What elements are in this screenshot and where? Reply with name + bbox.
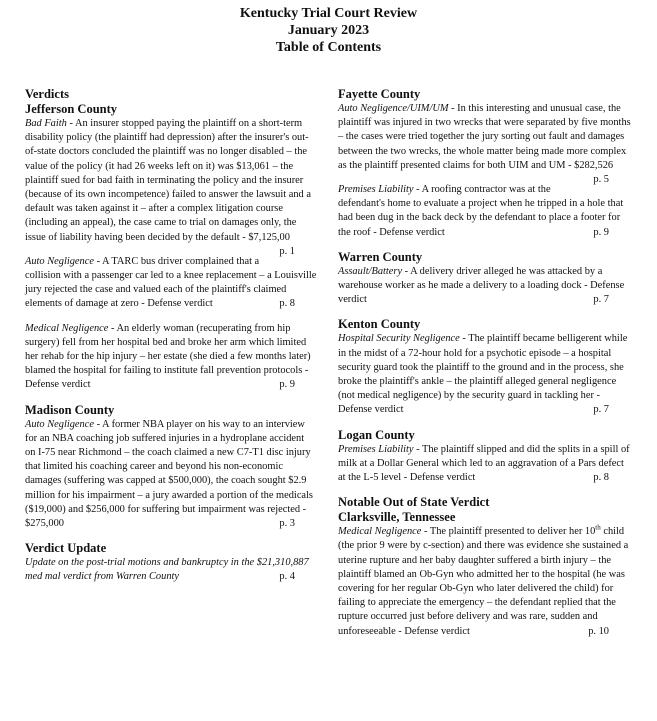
county-heading-kenton: Kenton County xyxy=(338,317,421,332)
county-heading-logan: Logan County xyxy=(338,427,415,442)
case-category: Auto Negligence xyxy=(25,255,94,267)
toc-entry-jefferson-auto[interactable] xyxy=(25,255,317,312)
location-heading-clarksville: Clarksville, Tennessee xyxy=(338,510,456,525)
county-heading-fayette: Fayette County xyxy=(338,87,421,101)
section-heading-verdicts: Verdicts xyxy=(25,87,69,101)
case-summary: - In this interesting and unusual case, the plaintiff was injured in two wrecks that were separated by five months – the cases were tried together the jury sorting out fault and damages between the two wrecks, the whole matter being made more complex as the plaintiff presented claims for both UIM and UM - $282,526 xyxy=(338,103,631,171)
county-heading-jefferson: Jefferson County xyxy=(25,102,118,116)
case-category: Auto Negligence xyxy=(25,418,94,430)
county-heading-warren: Warren County xyxy=(338,249,423,264)
toc-entry-fayette-auto[interactable] xyxy=(338,102,631,186)
left-column xyxy=(25,87,317,585)
case-category: Premises Liability xyxy=(338,184,414,196)
toc-entry-jefferson-medical[interactable] xyxy=(25,322,317,393)
page-ref: p. 4 xyxy=(279,571,295,583)
page-ref: p. 7 xyxy=(593,404,609,416)
page-ref: p. 3 xyxy=(279,518,295,530)
section-heading-out-of-state: Notable Out of State Verdict xyxy=(338,495,490,510)
right-column xyxy=(338,87,631,639)
case-category: Medical Negligence xyxy=(338,526,422,538)
case-summary: - The plaintiff slipped and did the splits in a spill of milk at a Dollar General which led to an aggravation of a Pars defect at the L-5 level - Defense verdict xyxy=(338,443,630,484)
page-ref: p. 8 xyxy=(593,472,609,484)
page-ref: p. 9 xyxy=(593,226,609,238)
case-summary: - A roofing contractor was at the defendant's home to evaluate a project when he tripped in a hole that had been dug in the back deck by the defendant to place a footer for the roof - Defense verdict xyxy=(338,184,624,238)
case-summary-part1: - The plaintiff presented to deliver her 10 xyxy=(421,526,596,538)
toc-entry-kenton-security[interactable] xyxy=(338,332,631,417)
page-ref: p. 1 xyxy=(279,245,295,257)
toc-entry-clarksville-medical[interactable] xyxy=(338,525,631,639)
toc-title: Table of Contents xyxy=(275,40,382,55)
toc-entry-madison-auto[interactable] xyxy=(25,418,317,532)
case-summary-part2: child (the prior 9 were by c-section) and there was evidence she sustained a uterine rupture and her baby daughter suffered a birth injury – the plaintiff blamed an Ob-Gyn who admitted her to the hospital (he was covering for her regular Ob-Gyn who later delivered the child) for failing to appreciate the emergency – the defendant replied that the rupture occurred just before delivery and was rare, sudden and unforeseeable - Defense verdict xyxy=(338,526,629,637)
toc-entry-warren-assault[interactable] xyxy=(338,265,631,308)
toc-entry-logan-premises[interactable] xyxy=(338,443,631,486)
page-ref: p. 7 xyxy=(593,294,609,306)
case-summary: - A TARC bus driver complained that a collision with a passenger car led to a knee replacement – a Louisville jury rejected the case and valued each of the plaintiff's claimed elements of damage at zero - Defense verdict xyxy=(25,255,317,310)
case-summary: - A former NBA player on his way to an interview for an NBA coaching job suffered injuries in a hydroplane accident on I-75 near Richmond – the coach claimed a new C7-T1 disc injury that limited his coaching career and beyond his non-economic damages (suffering was capped at $500,000), the coach sought $2.9 million for his impairment – a jury awarded a portion of the medicals ($19,000) and $256,000 for suffering but impairment was rejected - $275,000 xyxy=(25,418,313,530)
issue-date: January 2023 xyxy=(287,23,370,38)
county-heading-madison: Madison County xyxy=(25,402,115,417)
case-summary: - An insurer stopped paying the plaintiff on a short-term disability policy (the plaintiff had depression) after the insurer's out-of-state doctors concluded the plaintiff was no longer disabled – the value of the policy (it had 26 weeks left on it) was $13,061 – the plaintiff sued for bad faith in terminating the policy and the insurer (because of its own incompetence) failed to answer the lawsuit and a default was taken against it – after a complex litigation course (including an appeal), the case came to trial on damages only, the issue of liability having been decided by the default - $7,125,00 xyxy=(25,118,311,243)
case-category: Auto Negligence/UIM/UM xyxy=(338,103,449,114)
ordinal-suffix: th xyxy=(595,523,601,532)
toc-entry-fayette-premises[interactable] xyxy=(338,183,631,240)
document-header xyxy=(0,5,657,56)
case-category: Bad Faith xyxy=(25,118,67,129)
case-summary: - An elderly woman (recuperating from hip surgery) fell from her hospital bed and broke her arm which limited her rehab for the hip injury – her estate (she died a few months later) blamed the hospital for failing to institute fall prevention protocols - Defense verdict xyxy=(25,322,311,391)
case-summary: - A delivery driver alleged he was attacked by a warehouse worker as he made a delivery to a loading dock - Defense verdict xyxy=(338,265,625,306)
section-heading-verdict-update: Verdict Update xyxy=(25,541,107,556)
page-ref: p. 8 xyxy=(279,298,295,310)
page-ref: p. 9 xyxy=(279,379,295,391)
publication-title: Kentucky Trial Court Review xyxy=(239,6,418,21)
case-category: Hospital Security Negligence xyxy=(338,333,460,345)
case-summary: - The plaintiff became belligerent while in the midst of a 72-hour hold for a psychotic episode – a hospital security guard took the plaintiff to the ground and in the process, she broke the plaintiff's ankle – the plaintiff alleged general negligence (not medical negligence) by the security guard in tackling her - Defense verdict xyxy=(338,333,628,416)
toc-entry-jefferson-bad-faith[interactable] xyxy=(25,117,317,257)
page-ref: p. 5 xyxy=(593,174,609,186)
case-category: Medical Negligence xyxy=(25,322,109,334)
update-summary: Update on the post-trial motions and bankruptcy in the $21,310,887 med mal verdict from Warren County xyxy=(25,557,309,583)
toc-entry-verdict-update[interactable] xyxy=(25,556,317,584)
case-category: Premises Liability xyxy=(338,443,414,455)
page-ref: p. 10 xyxy=(588,625,609,637)
case-category: Assault/Battery xyxy=(338,265,403,277)
